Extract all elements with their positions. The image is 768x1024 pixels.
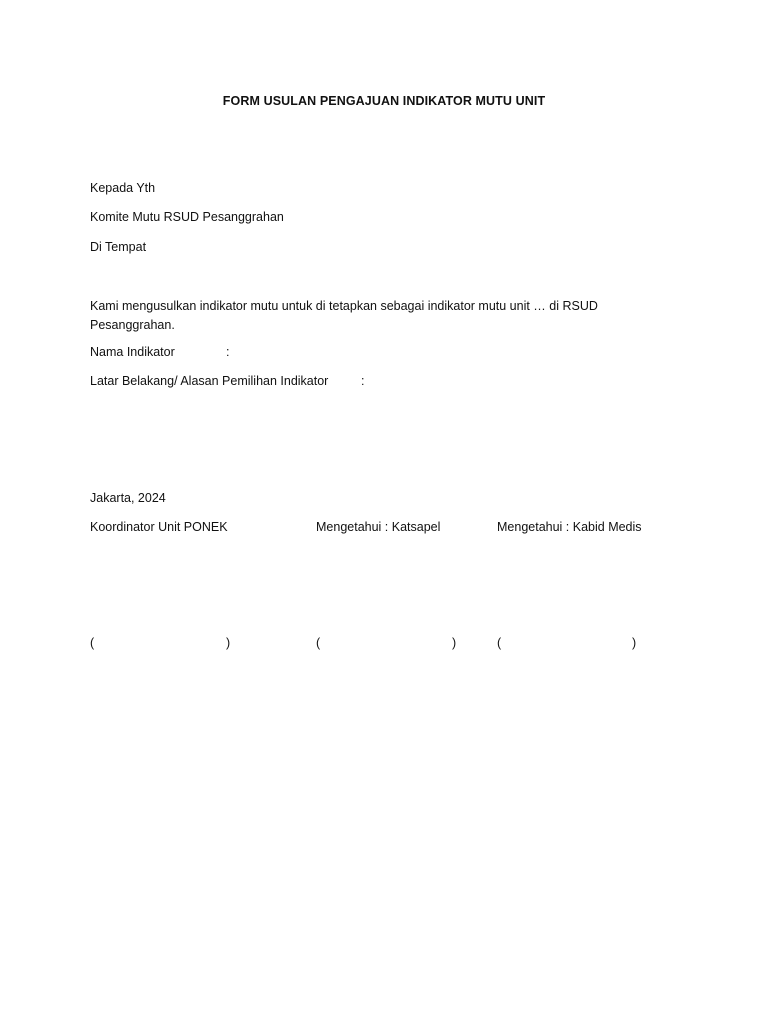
signatory-col-2: Mengetahui : Katsapel bbox=[316, 520, 441, 534]
indicator-name-colon: : bbox=[226, 345, 230, 359]
signatory-col-1: Koordinator Unit PONEK bbox=[90, 520, 228, 534]
signature-close-paren-3: ) bbox=[632, 636, 637, 650]
body-paragraph: Kami mengusulkan indikator mutu untuk di tetapkan sebagai indikator mutu unit … di RSUD Pesanggrahan. bbox=[90, 299, 598, 332]
background-label: Latar Belakang/ Alasan Pemilihan Indikator bbox=[90, 374, 329, 388]
signature-close-paren-2: ) bbox=[452, 636, 457, 650]
recipient-line-3: Di Tempat bbox=[90, 240, 147, 254]
signature-open-paren-2: ( bbox=[316, 636, 321, 650]
signatory-col-3: Mengetahui : Kabid Medis bbox=[497, 520, 642, 534]
recipient-line-1: Kepada Yth bbox=[90, 181, 156, 195]
form-title: FORM USULAN PENGAJUAN INDIKATOR MUTU UNIT bbox=[222, 94, 546, 108]
signature-open-paren-1: ( bbox=[90, 636, 95, 650]
background-colon: : bbox=[361, 374, 365, 388]
recipient-line-2: Komite Mutu RSUD Pesanggrahan bbox=[90, 210, 284, 224]
place-date: Jakarta, 2024 bbox=[90, 491, 166, 505]
indicator-name-label: Nama Indikator bbox=[90, 345, 175, 359]
signature-open-paren-3: ( bbox=[497, 636, 502, 650]
signature-close-paren-1: ) bbox=[226, 636, 231, 650]
